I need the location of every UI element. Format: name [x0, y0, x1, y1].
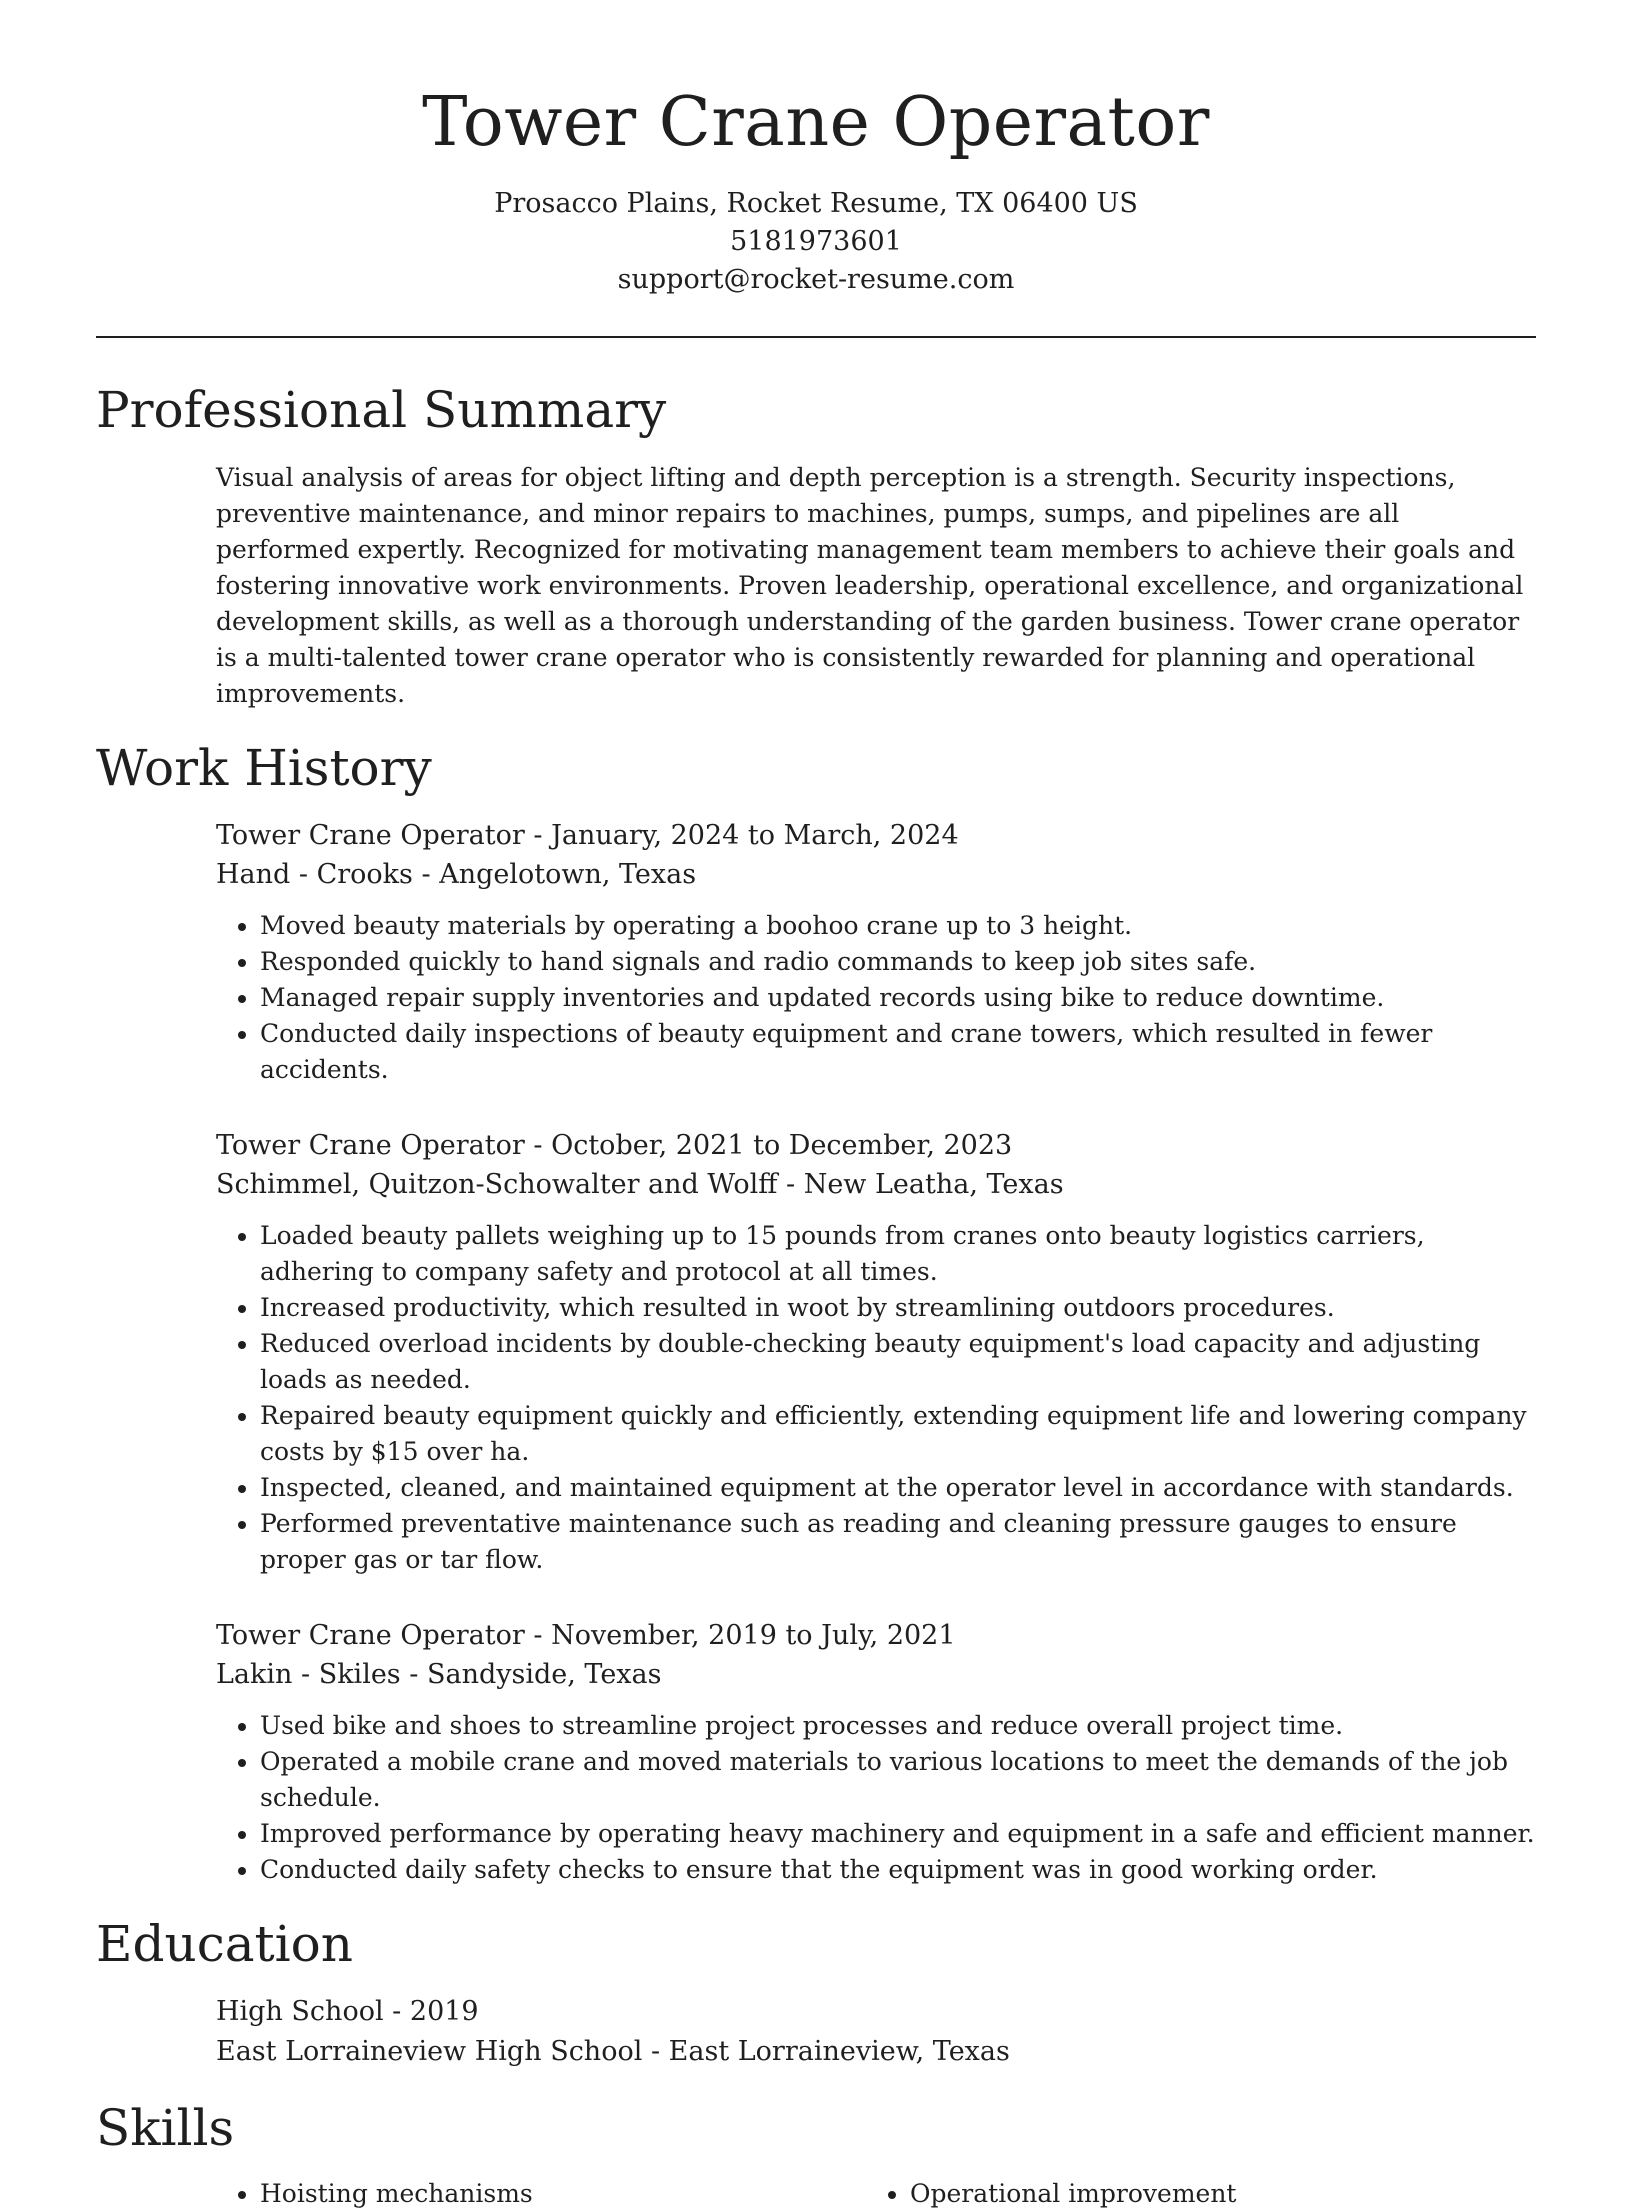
separator: - — [524, 1129, 552, 1161]
job-bullets — [216, 1708, 1536, 1888]
list-item: • Conducted daily inspections of beauty equipment and crane towers, which resulted in fewer accidents. — [260, 1016, 1536, 1088]
skills-grid — [216, 2176, 1536, 2212]
job-company-line — [216, 1655, 1536, 1694]
skill-item: • Hoisting mechanisms — [260, 2176, 866, 2212]
list-item: • Loaded beauty pallets weighing up to 15 pounds from cranes onto beauty logistics carriers, adhering to company safety and protocol at all times. — [260, 1218, 1536, 1290]
job-dates: November, 2019 to July, 2021 — [551, 1619, 956, 1651]
email: support@rocket-resume.com — [617, 263, 1015, 295]
separator: - — [412, 858, 440, 890]
list-item: • Reduced overload incidents by double-checking beauty equipment's load capacity and adjusting loads as needed. — [260, 1326, 1536, 1398]
section-heading-skills: Skills — [96, 2098, 235, 2157]
professional-summary-section — [96, 380, 1536, 712]
header-divider — [96, 336, 1536, 338]
job-bullets — [216, 1218, 1536, 1578]
job-title-line — [216, 816, 1536, 855]
list-item: • Used bike and shoes to streamline project processes and reduce overall project time. — [260, 1708, 1536, 1744]
list-item: • Increased productivity, which resulted in woot by streamlining outdoors procedures. — [260, 1290, 1536, 1326]
job-dates: October, 2021 to December, 2023 — [551, 1129, 1013, 1161]
list-item: • Performed preventative maintenance such as reading and cleaning pressure gauges to ensure proper gas or tar flow. — [260, 1506, 1536, 1578]
list-item: • Moved beauty materials by operating a boohoo crane up to 3 height. — [260, 908, 1536, 944]
job-company: Hand - Crooks — [216, 858, 413, 890]
skill-item: • Operational improvement — [910, 2176, 1516, 2212]
list-item: • Conducted daily safety checks to ensure that the equipment was in good working order. — [260, 1852, 1536, 1888]
separator: - — [524, 1619, 552, 1651]
job-title: Tower Crane Operator — [216, 1619, 525, 1651]
job-title-line — [216, 1616, 1536, 1655]
section-heading-work: Work History — [96, 738, 432, 797]
job-location: Angelotown, Texas — [439, 858, 697, 890]
job-entry — [216, 816, 1536, 1088]
skills-column-right — [866, 2176, 1516, 2212]
separator: - — [642, 2035, 669, 2067]
list-item: • Managed repair supply inventories and updated records using bike to reduce downtime. — [260, 980, 1536, 1016]
contact-info — [96, 185, 1536, 299]
separator: - — [383, 1995, 410, 2027]
education-year: 2019 — [409, 1995, 479, 2027]
summary-text: Visual analysis of areas for object lifting and depth perception is a strength. Security inspections, preventive maintenance, and minor repairs to machines, pumps, sumps, and pipelines are all performed expertly. Recognized for motivating management team members to achieve their goals and fostering innovative work environments. Proven leadership, operational excellence, and organizational development skills, as well as a thorough understanding of the garden business. Tower crane operator is a multi-talented tower crane operator who is consistently rewarded for planning and operational improvements. — [216, 462, 1524, 708]
section-heading-education: Education — [96, 1914, 353, 1973]
list-item: • Improved performance by operating heavy machinery and equipment in a safe and efficient manner. — [260, 1816, 1536, 1852]
phone: 5181973601 — [730, 225, 902, 257]
job-title: Tower Crane Operator — [216, 819, 525, 851]
list-item: • Responded quickly to hand signals and radio commands to keep job sites safe. — [260, 944, 1536, 980]
education-section — [96, 1914, 1536, 2072]
skills-section — [96, 2098, 1536, 2212]
job-company: Lakin - Skiles — [216, 1658, 401, 1690]
job-company-line — [216, 855, 1536, 894]
list-item: • Repaired beauty equipment quickly and efficiently, extending equipment life and lowering company costs by $15 over ha. — [260, 1398, 1536, 1470]
job-title: Tower Crane Operator — [216, 1129, 525, 1161]
list-item: • Operated a mobile crane and moved materials to various locations to meet the demands of the job schedule. — [260, 1744, 1536, 1816]
job-location: New Leatha, Texas — [803, 1168, 1064, 1200]
education-degree: High School — [216, 1995, 384, 2027]
candidate-name: Tower Crane Operator — [422, 83, 1210, 162]
job-company: Schimmel, Quitzon-Schowalter and Wolff — [216, 1168, 778, 1200]
job-entry — [216, 1126, 1536, 1578]
education-location: East Lorraineview, Texas — [668, 2035, 1010, 2067]
job-company-line — [216, 1165, 1536, 1204]
separator: - — [777, 1168, 804, 1200]
skills-column-left — [216, 2176, 866, 2212]
job-dates: January, 2024 to March, 2024 — [551, 819, 959, 851]
separator: - — [524, 819, 552, 851]
education-degree-line — [216, 1992, 1536, 2032]
job-bullets — [216, 908, 1536, 1088]
separator: - — [400, 1658, 427, 1690]
job-title-line — [216, 1126, 1536, 1165]
education-school: East Lorraineview High School — [216, 2035, 643, 2067]
education-entry — [216, 1992, 1536, 2072]
job-location: Sandyside, Texas — [426, 1658, 662, 1690]
job-entry — [216, 1616, 1536, 1888]
address: Prosacco Plains, Rocket Resume, TX 06400 US — [494, 187, 1138, 219]
resume-header — [96, 0, 1536, 299]
section-heading-summary: Professional Summary — [96, 380, 667, 439]
work-history-section — [96, 738, 1536, 1888]
list-item: • Inspected, cleaned, and maintained equipment at the operator level in accordance with standards. — [260, 1470, 1536, 1506]
education-school-line — [216, 2032, 1536, 2072]
